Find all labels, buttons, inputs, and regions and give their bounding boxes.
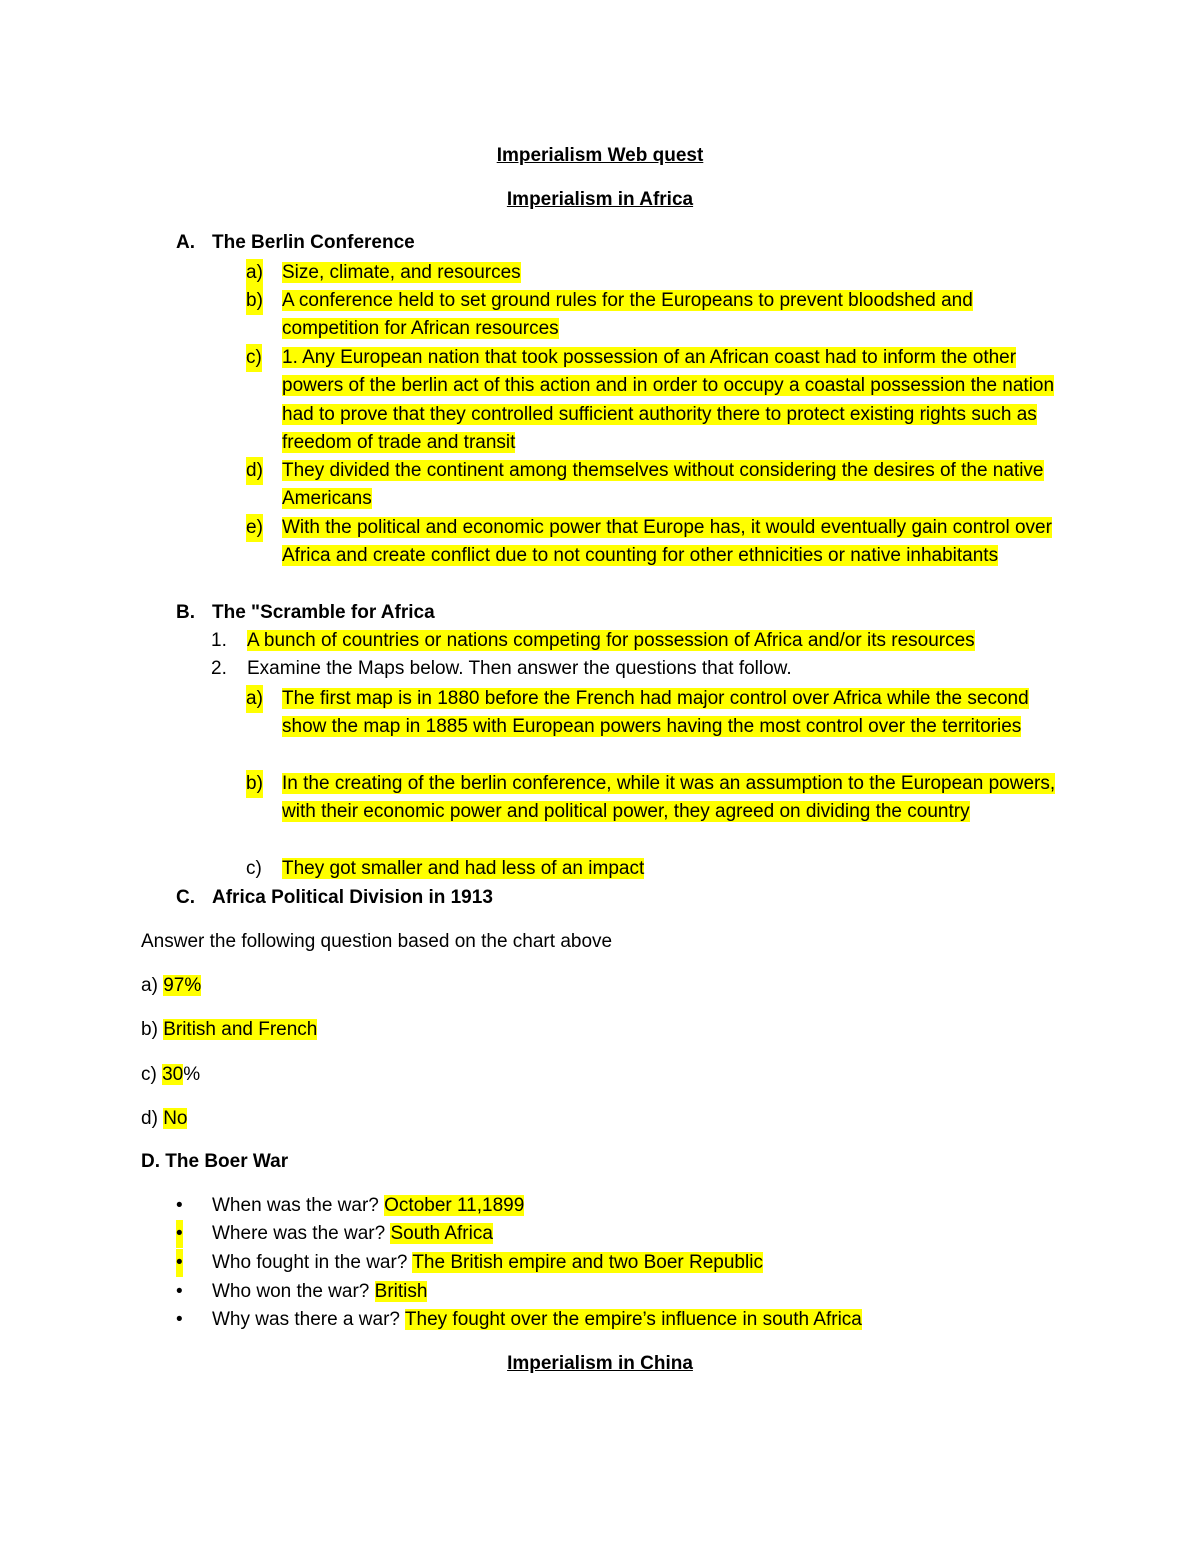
section-b-sub-item xyxy=(246,770,1066,827)
answer-suffix: % xyxy=(183,1064,201,1085)
bullet-answer: The British empire and two Boer Republic xyxy=(412,1252,763,1273)
item-answer: A bunch of countries or nations competing for possession of Africa and/or its resources xyxy=(247,630,975,651)
answer-value: 97% xyxy=(163,975,202,996)
bullet-answer: They fought over the empire’s influence in south Africa xyxy=(404,1309,862,1330)
section-b-title: The "Scramble for Africa xyxy=(212,602,435,623)
item-label: 1. xyxy=(211,630,227,651)
answer-line xyxy=(141,1105,187,1133)
answer-label: a) xyxy=(141,975,158,996)
answer-line xyxy=(141,972,201,1000)
bullet-answer: South Africa xyxy=(390,1223,493,1244)
answer-value: 30 xyxy=(162,1064,184,1085)
item-label: b) xyxy=(246,770,263,798)
africa-heading: Imperialism in Africa xyxy=(506,189,694,210)
item-label: a) xyxy=(246,685,263,713)
item-answer: With the political and economic power that Europe has, it would eventually gain control over Africa and create conflict due to not counting for other ethnicities or native inhabitants xyxy=(282,517,1052,567)
item-answer: They divided the continent among themselves without considering the desires of the native Americans xyxy=(282,460,1044,510)
bullet-question: Who won the war? xyxy=(212,1281,370,1302)
section-b-item xyxy=(211,627,1071,655)
section-a-item xyxy=(246,344,1066,458)
document-title: Imperialism Web quest xyxy=(496,145,704,166)
bullet-dot: • xyxy=(176,1309,183,1330)
item-label: c) xyxy=(246,344,262,372)
bullet-answer: October 11,1899 xyxy=(384,1195,525,1216)
section-b-heading xyxy=(176,599,435,627)
answer-line xyxy=(141,1061,200,1089)
section-b-sub-item xyxy=(246,685,1066,742)
section-a-item xyxy=(246,457,1066,514)
bullet-dot: • xyxy=(176,1281,183,1302)
item-label: 2. xyxy=(211,658,227,679)
boer-war-bullet xyxy=(176,1192,524,1220)
section-b-sub-item xyxy=(246,855,1066,883)
item-label: b) xyxy=(246,287,263,315)
china-heading: Imperialism in China xyxy=(507,1353,693,1374)
item-label: e) xyxy=(246,514,263,542)
section-a-label: A. xyxy=(176,232,195,253)
section-c-heading xyxy=(176,884,493,912)
boer-war-bullet xyxy=(176,1306,862,1334)
item-answer: Size, climate, and resources xyxy=(282,262,521,283)
item-label: d) xyxy=(246,457,263,485)
bullet-dot: • xyxy=(176,1220,183,1248)
section-c-title: Africa Political Division in 1913 xyxy=(212,887,493,908)
bullet-answer: British xyxy=(374,1281,428,1302)
section-b-item xyxy=(211,655,1071,683)
answer-line xyxy=(141,1016,317,1044)
item-answer: In the creating of the berlin conference, while it was an assumption to the European powers, with their economic power and political power, they agreed on dividing the country xyxy=(282,773,1056,823)
item-text: Examine the Maps below. Then answer the questions that follow. xyxy=(247,658,792,679)
boer-war-bullet xyxy=(176,1278,427,1306)
section-d-heading: D. The Boer War xyxy=(141,1151,289,1172)
item-answer: The first map is in 1880 before the French had major control over Africa while the second show the map in 1885 with European powers having the most control over the territories xyxy=(282,688,1029,738)
chart-question-intro: Answer the following question based on the chart above xyxy=(141,931,613,952)
bullet-question: Why was there a war? xyxy=(212,1309,400,1330)
bullet-question: Where was the war? xyxy=(212,1223,386,1244)
section-a-item xyxy=(246,514,1066,571)
section-a-item xyxy=(246,287,1066,344)
section-b-label: B. xyxy=(176,602,195,623)
section-a-heading xyxy=(176,229,415,257)
bullet-question: When was the war? xyxy=(212,1195,379,1216)
answer-label: c) xyxy=(141,1064,157,1085)
boer-war-bullet xyxy=(176,1249,763,1277)
bullet-dot: • xyxy=(176,1195,183,1216)
answer-label: b) xyxy=(141,1019,158,1040)
bullet-question: Who fought in the war? xyxy=(212,1252,408,1273)
item-label: c) xyxy=(246,858,262,879)
item-answer: They got smaller and had less of an impact xyxy=(282,858,645,879)
answer-value: No xyxy=(163,1108,188,1129)
boer-war-bullet xyxy=(176,1220,493,1248)
item-answer: A conference held to set ground rules for the Europeans to prevent bloodshed and competition for African resources xyxy=(282,290,973,340)
section-c-label: C. xyxy=(176,887,195,908)
section-a-item xyxy=(246,259,1066,287)
item-answer: 1. Any European nation that took possession of an African coast had to inform the other powers of the berlin act of this action and in order to occupy a coastal possession the nation had to prove that they controlled sufficient authority there to protect existing rights such as freedom of trade and transit xyxy=(282,347,1055,454)
answer-value: British and French xyxy=(163,1019,318,1040)
bullet-dot: • xyxy=(176,1249,183,1277)
item-label: a) xyxy=(246,259,263,287)
section-a-title: The Berlin Conference xyxy=(212,232,415,253)
answer-label: d) xyxy=(141,1108,158,1129)
